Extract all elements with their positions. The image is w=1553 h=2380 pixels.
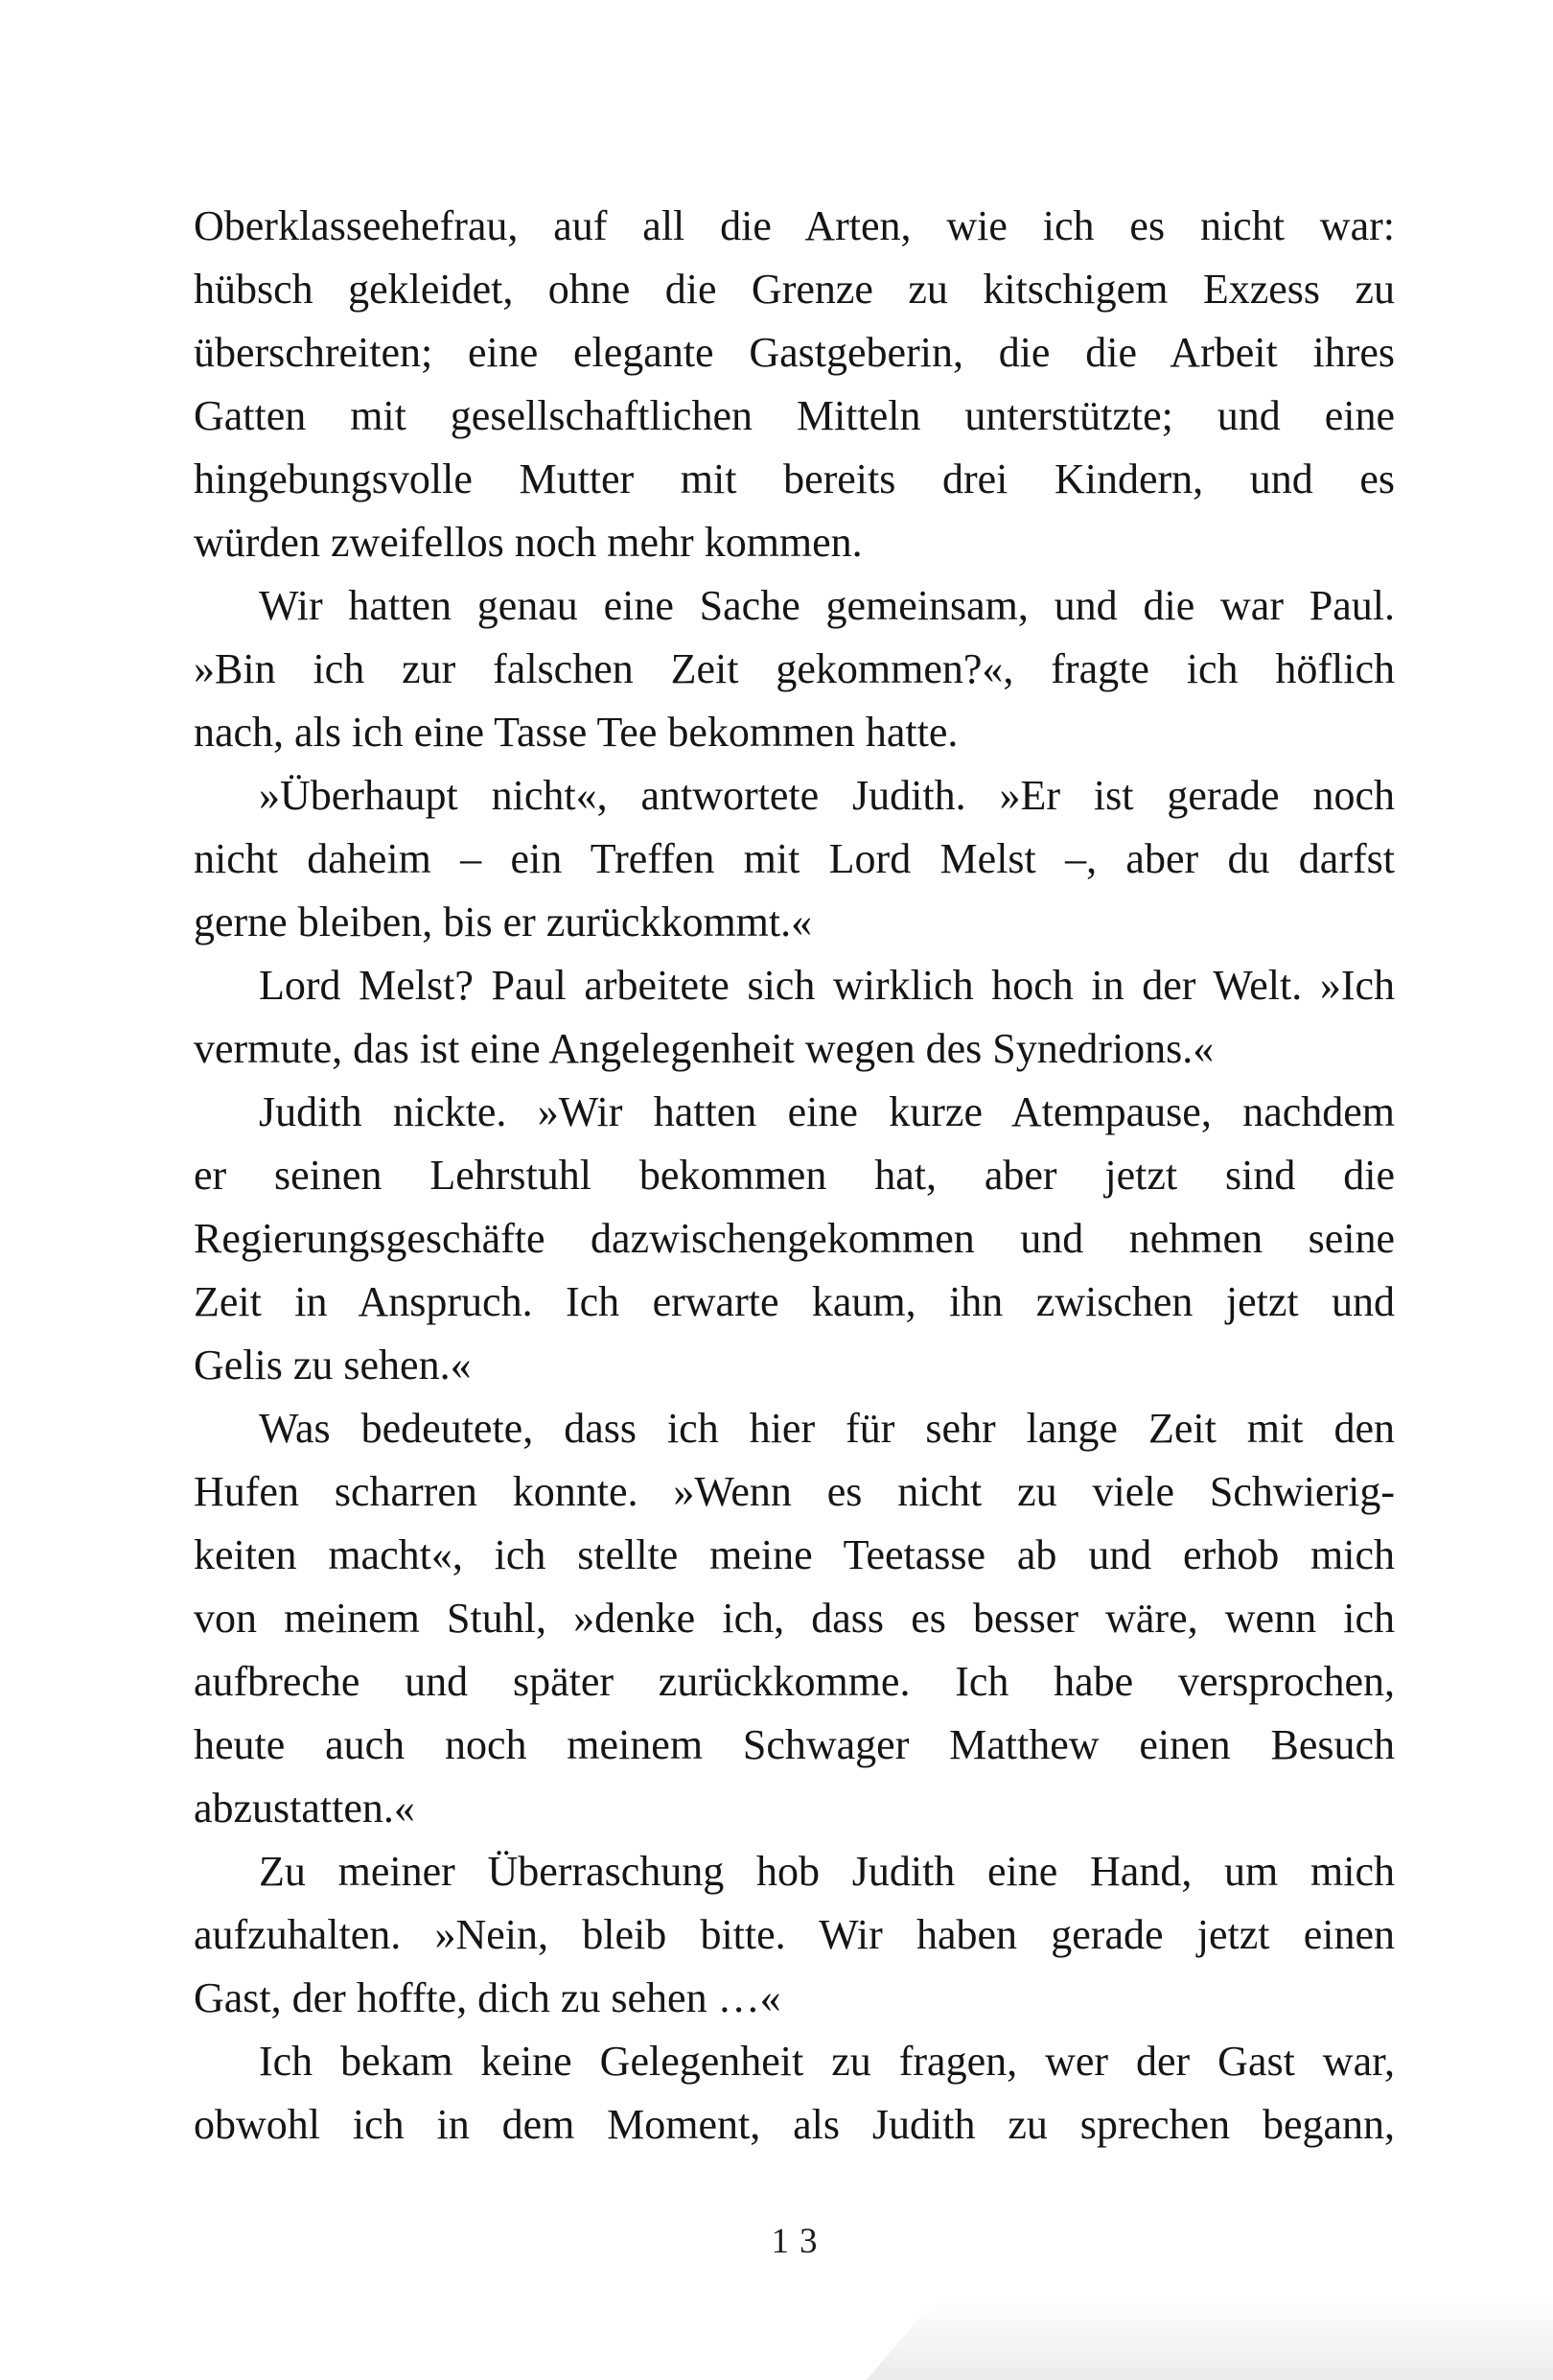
text-line: Ich bekam keine Gelegenheit zu fragen, wer der Gast war, xyxy=(259,2038,1395,2085)
text-line: nach, als ich eine Tasse Tee bekommen hatte. xyxy=(194,709,959,756)
text-line: Oberklasseehefrau, auf all die Arten, wie ich es nicht war: xyxy=(194,202,1395,249)
text-line: aufbreche und später zurückkomme. Ich habe versprochen, xyxy=(194,1658,1395,1705)
text-line: würden zweifellos noch mehr kommen. xyxy=(194,519,863,566)
text-line: obwohl ich in dem Moment, als Judith zu sprechen begann, xyxy=(194,2101,1395,2148)
text-line: Was bedeutete, dass ich hier für sehr lange Zeit mit den xyxy=(259,1405,1395,1452)
text-line: Zu meiner Überraschung hob Judith eine Hand, um mich xyxy=(259,1848,1395,1895)
text-line: heute auch noch meinem Schwager Matthew einen Besuch xyxy=(194,1721,1395,1768)
text-line: nicht daheim – ein Treffen mit Lord Melst –, aber du darfst xyxy=(194,835,1395,882)
text-line: Gast, der hoffte, dich zu sehen …« xyxy=(194,1974,781,2021)
text-line: vermute, das ist eine Angelegenheit wegen des Synedrions.« xyxy=(194,1025,1215,1072)
page-number: 13 xyxy=(771,2222,828,2261)
text-line: er seinen Lehrstuhl bekommen hat, aber jetzt sind die xyxy=(194,1152,1395,1199)
text-line: überschreiten; eine elegante Gastgeberin, die die Arbeit ihres xyxy=(194,329,1395,376)
body-text xyxy=(194,195,1395,2157)
text-line: hingebungsvolle Mutter mit bereits drei Kindern, und es xyxy=(194,455,1395,502)
text-line: hübsch gekleidet, ohne die Grenze zu kitschigem Exzess zu xyxy=(194,266,1395,313)
text-line: abzustatten.« xyxy=(194,1785,415,1832)
text-line: keiten macht«, ich stellte meine Teetasse ab und erhob mich xyxy=(194,1531,1395,1578)
text-line: »Überhaupt nicht«, antwortete Judith. »Er ist gerade noch xyxy=(259,772,1395,819)
page-corner-shade xyxy=(830,2299,1553,2380)
text-line: Regierungsgeschäfte dazwischengekommen und nehmen seine xyxy=(194,1215,1395,1262)
text-line: Lord Melst? Paul arbeitete sich wirklich hoch in der Welt. »Ich xyxy=(259,962,1395,1009)
text-line: von meinem Stuhl, »denke ich, dass es besser wäre, wenn ich xyxy=(194,1595,1395,1642)
text-line: gerne bleiben, bis er zurückkommt.« xyxy=(194,898,813,945)
text-line: Gelis zu sehen.« xyxy=(194,1342,472,1388)
text-line: Wir hatten genau eine Sache gemeinsam, und die war Paul. xyxy=(259,582,1395,629)
text-line: aufzuhalten. »Nein, bleib bitte. Wir haben gerade jetzt einen xyxy=(194,1911,1395,1958)
text-line: »Bin ich zur falschen Zeit gekommen?«, fragte ich höflich xyxy=(194,645,1395,692)
text-line: Zeit in Anspruch. Ich erwarte kaum, ihn zwischen jetzt und xyxy=(194,1278,1395,1325)
text-line: Gatten mit gesellschaftlichen Mitteln unterstützte; und eine xyxy=(194,392,1395,439)
text-line: Judith nickte. »Wir hatten eine kurze Atempause, nachdem xyxy=(259,1088,1395,1135)
text-line: Hufen scharren konnte. »Wenn es nicht zu viele Schwierig- xyxy=(194,1468,1395,1515)
